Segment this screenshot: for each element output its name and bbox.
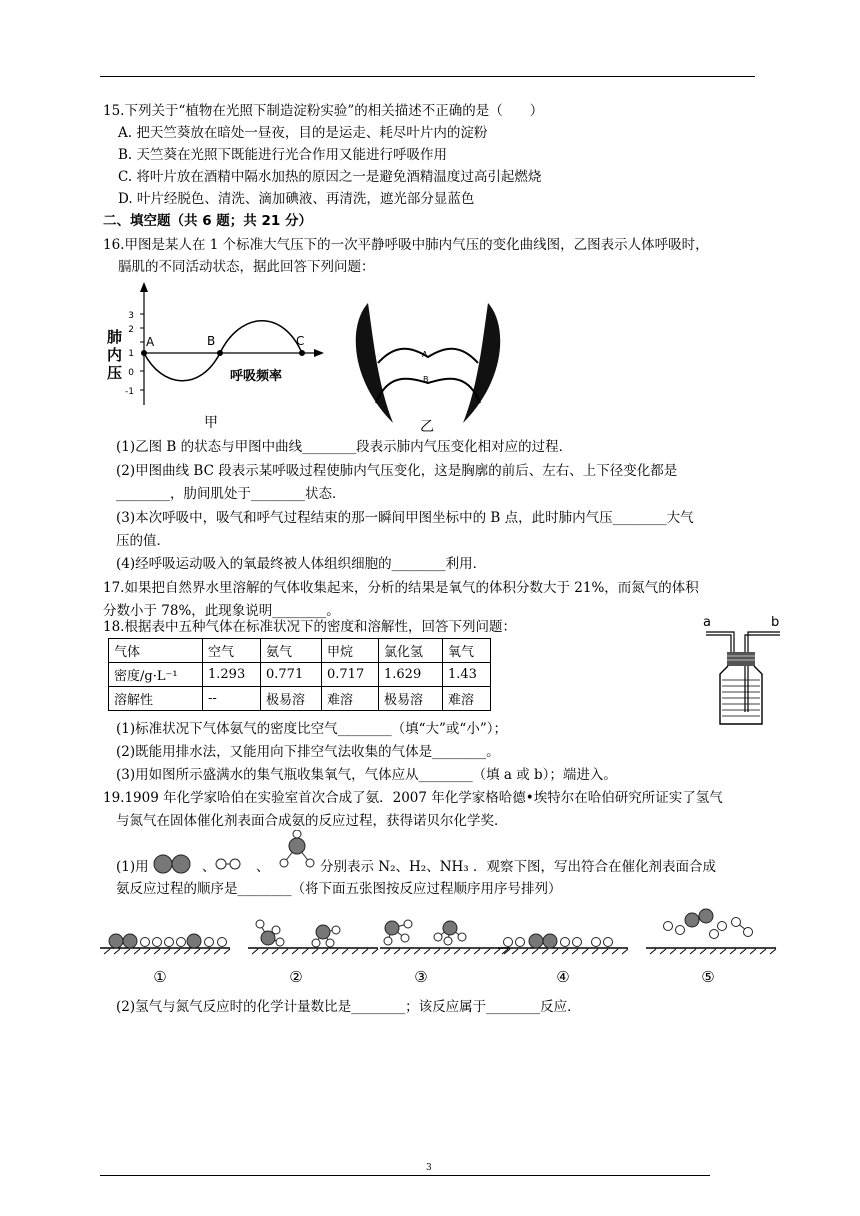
- q17-line1: 17.如果把自然界水里溶解的气体收集起来，分析的结果是氧气的体积分数大于 21%，而氮气的体积: [103, 580, 699, 596]
- y-label-char: 内: [107, 346, 123, 364]
- bottle: [720, 666, 762, 724]
- q18-sub2: (2)既能用排水法，又能用向下排空气法收集的气体是________。: [116, 744, 500, 760]
- table-cell: --: [203, 687, 261, 711]
- q16-sub2-line1: (2)甲图曲线 BC 段表示某呼吸过程使肺内气压变化，这是胸廓的前后、左右、上下径变化都是: [116, 463, 678, 479]
- table-cell: 难溶: [443, 687, 491, 711]
- h2-molecule-icon: [214, 856, 244, 872]
- q16-sub1: (1)乙图 B 的状态与甲图中曲线________段表示肺内气压变化相对应的过程．: [116, 439, 573, 455]
- q19-line2: 与氮气在固体催化剂表面合成氨的反应过程，获得诺贝尔化学奖．: [116, 813, 508, 829]
- q19-sub1-prefix: (1)用: [116, 859, 149, 875]
- table-cell: 空气: [203, 639, 261, 663]
- table-cell: 1.293: [203, 663, 261, 687]
- panel-label: ④: [556, 968, 570, 986]
- table-cell: 氧气: [443, 639, 491, 663]
- diaphragm-label: B: [423, 375, 429, 384]
- q15-option-a: A. 把天竺葵放在暗处一昼夜，目的是运走、耗尽叶片内的淀粉: [118, 125, 488, 141]
- q16-sub3-line2: 压的值．: [116, 533, 170, 549]
- q16-stem-line1: 16.甲图是某人在 1 个标准大气压下的一次平静呼吸中肺内气压的变化曲线图，乙图表示人体呼吸时，: [103, 237, 709, 253]
- table-row: [109, 663, 491, 687]
- panel-3: [380, 920, 510, 954]
- panel-label: ⑤: [701, 968, 715, 986]
- panel-2: [248, 920, 378, 954]
- gas-bottle-figure: [700, 612, 784, 728]
- q19-line1: 19.1909 年化学家哈伯在实验室首次合成了氨．2007 年化学家格哈德•埃特尔在哈伯研究所证实了氢气: [103, 790, 723, 806]
- tick-label: 2: [128, 325, 134, 335]
- sep: 、: [202, 859, 216, 875]
- tick-label: -1: [125, 387, 134, 397]
- stopper: [727, 652, 755, 666]
- y-label-char: 压: [107, 364, 123, 382]
- figure-jia-pressure-curve: [104, 280, 334, 430]
- point-c: [299, 350, 305, 356]
- y-label-char: 肺: [107, 328, 123, 346]
- q16-stem-line2: 膈肌的不同活动状态，据此回答下列问题：: [118, 259, 375, 275]
- table-cell: 1.629: [379, 663, 443, 687]
- table-row: [109, 687, 491, 711]
- x-axis-label: 呼吸频率: [230, 369, 283, 384]
- table-cell: 0.717: [322, 663, 379, 687]
- header-rule: [100, 76, 755, 77]
- panel-5: [646, 909, 776, 954]
- caption-jia: 甲: [204, 415, 218, 430]
- q16-sub2-line2: ________，肋间肌处于________状态．: [116, 486, 346, 502]
- nh3-molecule-icon: [276, 830, 318, 872]
- panel-label: ③: [414, 968, 428, 986]
- point-label: C: [296, 334, 305, 348]
- q16-sub4: (4)经呼吸运动吸入的氧最终被人体组织细胞的________利用．: [116, 556, 487, 572]
- right-chest-wall: [463, 303, 500, 423]
- table-cell: 氯化氢: [379, 639, 443, 663]
- reaction-process-panels: [98, 908, 778, 988]
- table-cell: 极易溶: [379, 687, 443, 711]
- footer-rule: [100, 1175, 710, 1176]
- q16-sub3-line1: (3)本次呼吸中，吸气和呼气过程结束的那一瞬间甲图坐标中的 B 点，此时肺内气压________大气: [116, 510, 694, 526]
- q18-sub3: (3)用如图所示盛满水的集气瓶收集氧气，气体应从________（填 a 或 b）；端进入。: [116, 767, 617, 783]
- q17-line2: 分数小于 78%，此现象说明________。: [103, 603, 340, 619]
- x-axis-arrow: [314, 349, 324, 357]
- sep: 、: [256, 859, 270, 875]
- q18-sub1: (1)标准状况下气体氨气的密度比空气________（填“大”或“小”）；: [116, 721, 507, 737]
- q19-sub1-line2: 氨反应过程的顺序是________（将下面五张图按反应过程顺序用序号排列）: [116, 881, 562, 897]
- q19-sub2: (2)氢气与氮气反应时的化学计量数比是________；该反应属于________反应．: [116, 999, 581, 1015]
- q15-stem: 15.下列关于“植物在光照下制造淀粉实验”的相关描述不正确的是（ ）: [103, 103, 544, 119]
- point-b: [217, 350, 223, 356]
- table-cell: 溶解性: [109, 687, 203, 711]
- gas-property-table: [108, 638, 491, 711]
- tick-label: 1: [128, 349, 134, 359]
- tick-label: 0: [128, 368, 134, 378]
- figure-yi-diaphragm: [348, 285, 508, 435]
- tube-b: [748, 632, 780, 712]
- panel-label: ①: [153, 968, 167, 986]
- q15-option-b: B. 天竺葵在光照下既能进行光合作用又能进行呼吸作用: [118, 147, 448, 163]
- table-cell: 0.771: [261, 663, 322, 687]
- tube-label-b: b: [771, 615, 780, 630]
- table-row: [109, 639, 491, 663]
- water-lines: [722, 680, 760, 716]
- tube-label-a: a: [703, 615, 711, 630]
- table-cell: 密度/g·L⁻¹: [109, 663, 203, 687]
- point-label: B: [207, 334, 216, 348]
- table-cell: 难溶: [322, 687, 379, 711]
- n2-molecule-icon: [150, 852, 196, 876]
- table-cell: 甲烷: [322, 639, 379, 663]
- table-cell: 氨气: [261, 639, 322, 663]
- q18-stem: 18.根据表中五种气体在标准状况下的密度和溶解性，回答下列问题：: [103, 619, 516, 635]
- page-number: 3: [426, 1163, 432, 1173]
- table-cell: 极易溶: [261, 687, 322, 711]
- q15-option-c: C. 将叶片放在酒精中隔水加热的原因之一是避免酒精温度过高引起燃烧: [118, 169, 542, 185]
- diaphragm-label: A: [422, 350, 428, 359]
- panel-label: ②: [289, 968, 303, 986]
- q19-sub1-text: 分别表示 N₂、H₂、NH₃ ．观察下图，写出符合在催化剂表面合成: [320, 859, 716, 875]
- table-cell: 气体: [109, 639, 203, 663]
- y-axis-arrow: [140, 282, 148, 292]
- panel-4: [498, 934, 628, 954]
- diaphragm-a: [378, 349, 478, 363]
- panel-1: [100, 934, 230, 954]
- table-cell: 1.43: [443, 663, 491, 687]
- caption-yi: 乙: [420, 419, 434, 435]
- point-a: [141, 350, 147, 356]
- tick-label: 3: [128, 311, 134, 321]
- section-title: 二、填空题（共 6 题；共 21 分）: [103, 213, 312, 229]
- point-label: A: [146, 335, 155, 349]
- left-chest-wall: [356, 303, 393, 423]
- q15-option-d: D. 叶片经脱色、清洗、滴加碘液、再清洗，遮光部分显蓝色: [118, 191, 475, 207]
